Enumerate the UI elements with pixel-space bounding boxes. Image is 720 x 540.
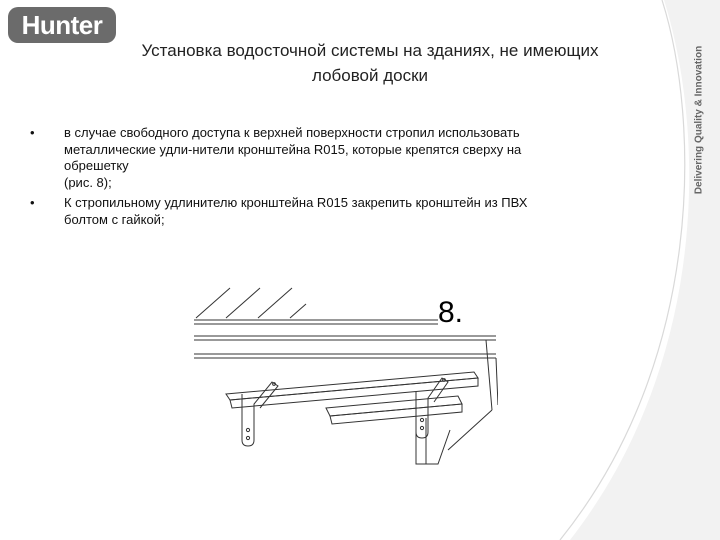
rafter [416,418,450,464]
title-line-2: лобовой доски [311,66,429,85]
bullet-list [30,125,670,228]
figure-label: 8. [438,296,464,329]
bullet-line: металлические удли-нители кронштейна R015, которые крепятся сверху на [64,141,522,157]
bullet-marker: • [30,195,35,210]
bullet-item-2 [30,195,670,228]
bullet-line: обрешетку [64,158,129,173]
roof-hatching [196,288,306,318]
bullet-line: К стропильному удлинителю кронштейна R015 закрепить кронштейн из ПВХ [64,195,528,210]
logo-text: Hunter [21,9,103,40]
roof-edge [448,340,498,450]
bullet-line: болтом с гайкой; [64,211,165,227]
bullet-text [64,195,670,228]
bullet-line: (рис. 8); [64,174,112,190]
bullet-line: в случае свободного доступа к верхней поверхности стропил использовать [64,125,520,140]
bullet-item-1 [30,125,670,191]
tagline: Delivering Quality & Innovation [693,45,705,195]
bullet-text [64,125,670,191]
slide-title [60,38,680,88]
title-line-1: Установка водосточной системы на зданиях, не имеющих [141,41,599,60]
bullet-marker: • [30,125,35,140]
